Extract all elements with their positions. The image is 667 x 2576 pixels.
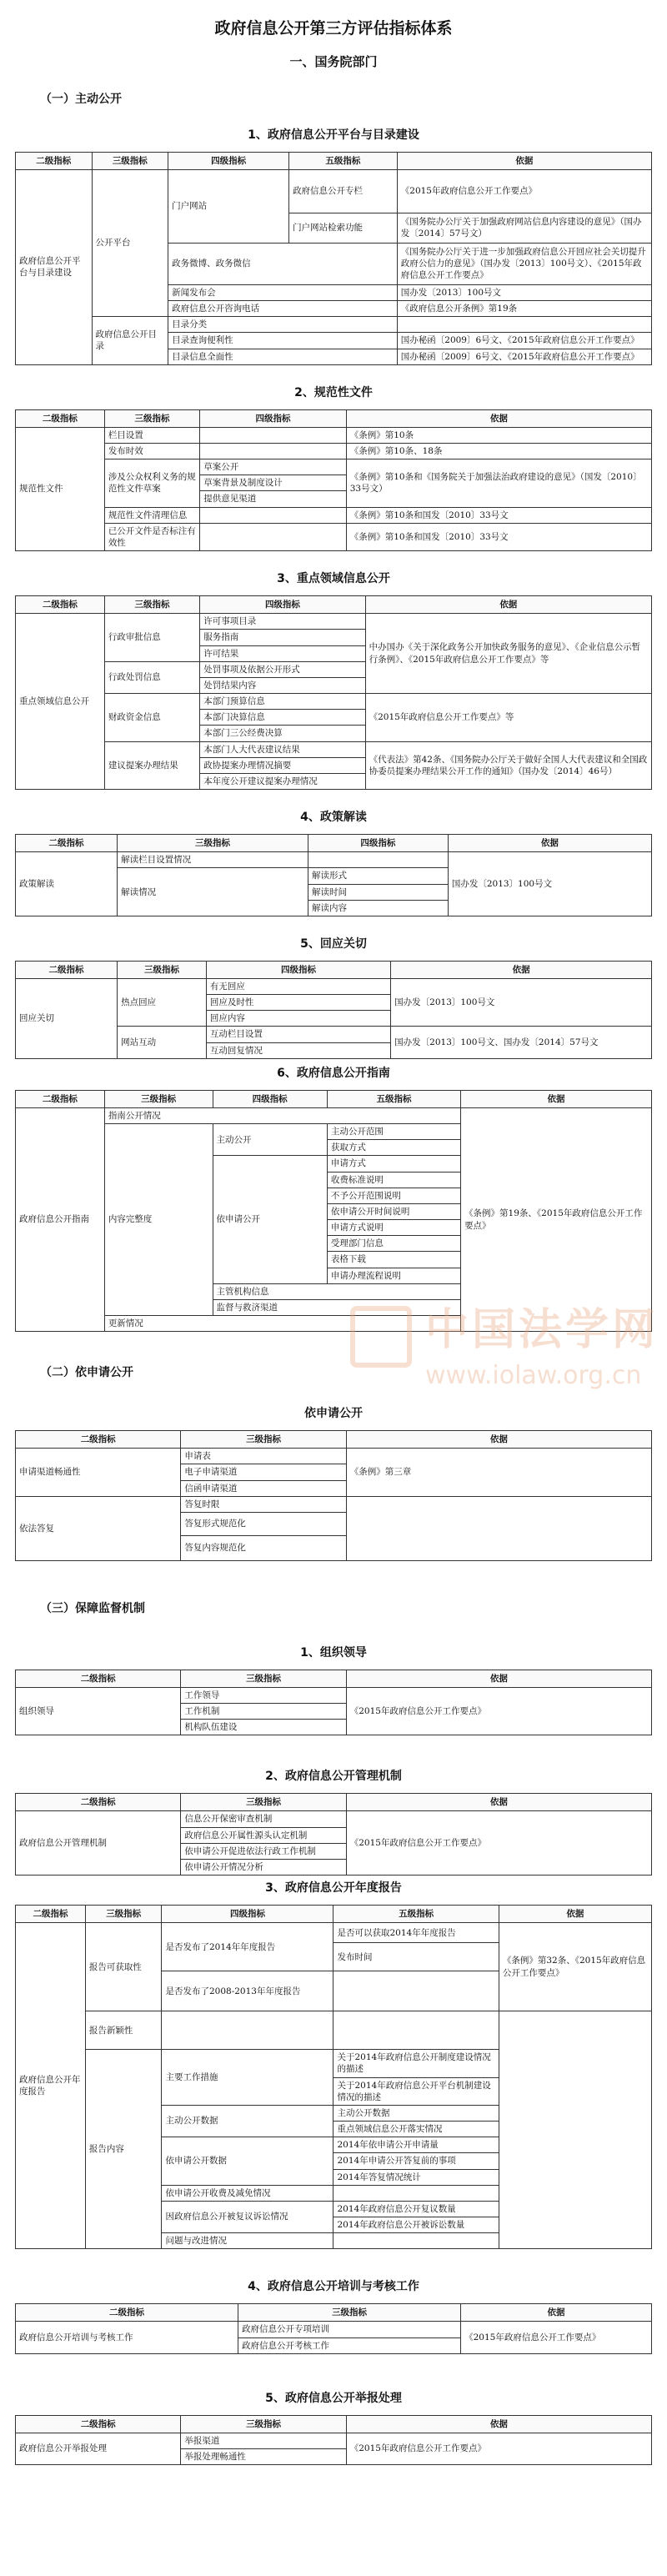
table-title: 6、政府信息公开指南 — [277, 1066, 390, 1080]
header-cell: 依据 — [346, 409, 651, 427]
table-cell: 问题与改进情况 — [162, 2233, 334, 2249]
table-cell — [346, 1496, 651, 1560]
table-cell: 内容完整度 — [104, 1124, 213, 1316]
table-cell — [200, 523, 346, 550]
table-normative-docs — [15, 409, 652, 552]
table-row — [16, 427, 652, 443]
table-cell: 已公开文件是否标注有效性 — [104, 523, 199, 550]
table-cell: 2014年申请公开答复前的事项 — [334, 2153, 499, 2169]
table-cell: 热点回应 — [118, 978, 207, 1027]
header-cell: 依据 — [346, 1431, 651, 1449]
header-cell: 三级指标 — [118, 961, 207, 978]
table-cell: 政协提案办理情况摘要 — [200, 757, 365, 773]
table-cell: 依申请公开 — [213, 1156, 327, 1283]
table-title: 3、政府信息公开年度报告 — [265, 1881, 402, 1896]
header-cell: 四级指标 — [200, 596, 365, 614]
table-cell: 解读内容 — [308, 900, 448, 916]
table-row — [16, 1107, 652, 1123]
header-cell: 依据 — [448, 834, 651, 851]
table-cell: 《政府信息公开条例》第19条 — [397, 301, 651, 317]
table-row — [16, 1496, 652, 1512]
header-cell: 三级指标 — [238, 2304, 461, 2322]
table-title: 2、政府信息公开管理机制 — [265, 1770, 402, 1784]
header-cell: 三级指标 — [92, 152, 168, 169]
table-policy-interpretation — [15, 834, 652, 916]
table-row — [16, 443, 652, 459]
table-cell: 主要工作措施 — [162, 2050, 334, 2106]
header-cell: 二级指标 — [16, 1090, 105, 1107]
table-cell: 主动公开数据 — [334, 2105, 499, 2121]
table-cell: 关于2014年政府信息公开制度建设情况的描述 — [334, 2050, 499, 2077]
table-cell: 服务指南 — [200, 630, 365, 645]
section-heading-on-request: （二）依申请公开 — [40, 1366, 133, 1380]
table-header-row — [16, 409, 652, 427]
watermark-text: 中国法学网 — [425, 1305, 659, 1355]
table-row — [16, 2433, 652, 2448]
table-cell: 回应内容 — [206, 1011, 390, 1027]
table-cell — [499, 2011, 651, 2249]
header-cell: 三级指标 — [104, 596, 199, 614]
table-cell: 不予公开范围说明 — [327, 1188, 460, 1203]
header-cell: 三级指标 — [181, 2415, 346, 2433]
table-cell: 政府信息公开考核工作 — [238, 2337, 461, 2353]
part-heading: 一、国务院部门 — [289, 53, 378, 69]
table-row — [16, 614, 652, 630]
table-row — [16, 978, 652, 994]
table-cell: 申请方式 — [327, 1156, 460, 1172]
table-cell: 政府信息公开年度报告 — [16, 1923, 86, 2249]
document-title: 政府信息公开第三方评估指标体系 — [214, 19, 453, 38]
header-cell: 依据 — [461, 2304, 652, 2322]
table-cell: 政府信息公开目录 — [92, 317, 168, 365]
table-cell: 国办发〔2013〕100号文 — [391, 978, 652, 1027]
table-cell: 目录查询便利性 — [168, 333, 398, 349]
table-cell: 信函申请渠道 — [181, 1480, 346, 1496]
table-cell: 2014年政府信息公开复议数量 — [334, 2201, 499, 2217]
table-cell: 《条例》第10条 — [346, 427, 651, 443]
table-row — [16, 741, 652, 757]
table-cell: 国办秘函〔2009〕6号文、《2015年政府信息公开工作要点》 — [397, 333, 651, 349]
table-cell: 《2015年政府信息公开工作要点》 — [346, 1811, 651, 1876]
table-cell: 《条例》第10条和《国务院关于加强法治政府建设的意见》（国发〔2010〕33号文） — [346, 459, 651, 508]
watermark-url: www.iolaw.org.cn — [425, 1361, 642, 1391]
table-cell: 表格下载 — [327, 1252, 460, 1268]
table-cell: 《条例》第10条、18条 — [346, 443, 651, 459]
table-cell: 提供意见渠道 — [200, 491, 346, 507]
header-cell: 二级指标 — [16, 596, 105, 614]
table-platform — [15, 152, 652, 365]
table-cell: 本年度公开建议提案办理情况 — [200, 773, 365, 789]
table-cell: 答复形式规范化 — [181, 1512, 346, 1535]
table-row — [16, 507, 652, 523]
table-row — [16, 169, 652, 213]
table-cell: 国办发〔2013〕100号文 — [397, 284, 651, 300]
header-cell: 五级指标 — [334, 1905, 499, 1922]
table-cell: 门户网站检索功能 — [289, 213, 398, 243]
table-annual-report — [15, 1905, 652, 2249]
table-cell: 目录分类 — [168, 317, 398, 333]
table-header-row — [16, 2304, 652, 2322]
table-cell: 依申请公开时间说明 — [327, 1203, 460, 1219]
table-cell: 是否发布了2008-2013年年度报告 — [162, 1971, 334, 2011]
table-responding-concerns — [15, 961, 652, 1059]
header-cell: 依据 — [461, 1090, 652, 1107]
table-row — [16, 317, 652, 333]
table-cell: 回应及时性 — [206, 995, 390, 1011]
table-cell: 国办秘函〔2009〕6号文、《2015年政府信息公开工作要点》 — [397, 349, 651, 364]
table-cell — [334, 2185, 499, 2201]
table-cell: 政府信息公开指南 — [16, 1107, 105, 1331]
table-cell: 申请渠道畅通性 — [16, 1449, 181, 1497]
table-cell: 申请方式说明 — [327, 1220, 460, 1236]
header-cell: 四级指标 — [206, 961, 390, 978]
table-cell: 《国务院办公厅关于进一步加强政府信息公开回应社会关切提升政府公信力的意见》（国办发〔2013〕100号文）、《2015年政府信息公开工作要点》 — [397, 243, 651, 284]
table-header-row — [16, 2415, 652, 2433]
table-header-row — [16, 961, 652, 978]
table-cell: 政府信息公开专项培训 — [238, 2322, 461, 2337]
table-title: 依申请公开 — [304, 1407, 363, 1421]
table-title: 5、政府信息公开举报处理 — [265, 2391, 402, 2405]
table-cell: 本部门三公经费决算 — [200, 726, 365, 741]
table-cell: 《2015年政府信息公开工作要点》等 — [365, 694, 651, 742]
table-cell: 涉及公众权利义务的规范性文件草案 — [104, 459, 199, 508]
table-header-row — [16, 834, 652, 851]
table-cell: 处罚结果内容 — [200, 677, 365, 693]
table-cell: 是否可以获取2014年年度报告 — [334, 1923, 499, 1943]
table-cell: 《条例》第三章 — [346, 1449, 651, 1497]
table-title: 5、回应关切 — [300, 936, 367, 951]
table-title: 4、政策解读 — [300, 811, 367, 825]
header-cell: 二级指标 — [16, 2304, 238, 2322]
table-cell: 公开平台 — [92, 169, 168, 316]
table-cell: 互动回复情况 — [206, 1042, 390, 1058]
table-header-row — [16, 152, 652, 169]
table-row — [16, 459, 652, 475]
table-cell: 工作机制 — [181, 1704, 346, 1720]
header-cell: 依据 — [397, 152, 651, 169]
table-cell: 规范性文件清理信息 — [104, 507, 199, 523]
header-cell: 二级指标 — [16, 1794, 181, 1811]
table-row — [16, 1687, 652, 1703]
table-cell: 《2015年政府信息公开工作要点》 — [346, 2433, 651, 2464]
table-cell: 电子申请渠道 — [181, 1464, 346, 1480]
table-cell: 解读时间 — [308, 884, 448, 900]
header-cell: 三级指标 — [85, 1905, 162, 1922]
table-cell: 草案公开 — [200, 459, 346, 475]
table-cell: 报告新颖性 — [85, 2011, 162, 2050]
table-cell: 《2015年政府信息公开工作要点》 — [346, 1687, 651, 1735]
table-cell: 《国务院办公厅关于加强政府网站信息内容建设的意见》（国办发〔2014〕57号文） — [397, 213, 651, 243]
table-key-areas — [15, 595, 652, 790]
table-cell: 申请办理流程说明 — [327, 1268, 460, 1283]
table-header-row — [16, 1670, 652, 1687]
table-cell: 更新情况 — [104, 1316, 460, 1332]
table-cell: 答复内容规范化 — [181, 1535, 346, 1560]
table-management-mechanism — [15, 1793, 652, 1876]
table-title: 1、政府信息公开平台与目录建设 — [248, 128, 419, 142]
table-cell: 申请表 — [181, 1449, 346, 1464]
table-cell: 主动公开 — [213, 1124, 327, 1156]
table-cell: 报告可获取性 — [85, 1923, 162, 2011]
table-training — [15, 2303, 652, 2354]
table-cell: 受理部门信息 — [327, 1236, 460, 1252]
header-cell: 三级指标 — [181, 1431, 346, 1449]
table-cell: 许可事项目录 — [200, 614, 365, 630]
table-row — [16, 523, 652, 550]
table-cell: 举报处理畅通性 — [181, 2449, 346, 2465]
table-cell: 有无回应 — [206, 978, 390, 994]
table-row — [16, 852, 652, 868]
table-row — [16, 694, 652, 710]
table-cell: 因政府信息公开被复议诉讼情况 — [162, 2201, 334, 2232]
table-row — [16, 2322, 652, 2337]
header-cell: 三级指标 — [104, 409, 199, 427]
table-cell: 互动栏目设置 — [206, 1027, 390, 1042]
table-row — [16, 1923, 652, 1943]
table-cell — [334, 2233, 499, 2249]
header-cell: 二级指标 — [16, 1670, 181, 1687]
header-cell: 三级指标 — [181, 1670, 346, 1687]
header-cell: 四级指标 — [213, 1090, 327, 1107]
table-cell: 组织领导 — [16, 1687, 181, 1735]
header-cell: 依据 — [346, 1670, 651, 1687]
table-cell: 本部门预算信息 — [200, 694, 365, 710]
table-cell: 行政处罚信息 — [104, 661, 199, 693]
table-cell: 监督与救济渠道 — [213, 1299, 461, 1315]
table-cell: 处罚事项及依据公开形式 — [200, 661, 365, 677]
header-cell: 二级指标 — [16, 152, 93, 169]
table-title: 3、重点领域信息公开 — [277, 572, 390, 586]
table-cell: 发布时效 — [104, 443, 199, 459]
table-cell: 政府信息公开专栏 — [289, 169, 398, 213]
table-cell: 新闻发布会 — [168, 284, 398, 300]
table-cell: 解读情况 — [118, 868, 308, 916]
header-cell: 依据 — [346, 2415, 651, 2433]
table-cell — [397, 317, 651, 333]
table-header-row — [16, 1431, 652, 1449]
table-cell: 《2015年政府信息公开工作要点》 — [461, 2322, 652, 2353]
table-cell: 是否发布了2014年年度报告 — [162, 1923, 334, 1971]
header-cell: 三级指标 — [104, 1090, 213, 1107]
table-cell: 建议提案办理结果 — [104, 741, 199, 790]
header-cell: 二级指标 — [16, 834, 118, 851]
header-cell: 二级指标 — [16, 1905, 86, 1922]
table-cell: 重点领域信息公开落实情况 — [334, 2122, 499, 2137]
table-complaints — [15, 2415, 652, 2466]
table-header-row — [16, 1794, 652, 1811]
table-leadership — [15, 1670, 652, 1736]
table-cell: 答复时限 — [181, 1496, 346, 1512]
table-cell: 机构队伍建设 — [181, 1720, 346, 1735]
table-cell: 依法答复 — [16, 1496, 181, 1560]
table-cell: 政务微博、政务微信 — [168, 243, 398, 284]
table-row — [16, 1811, 652, 1827]
table-cell: 《条例》第19条、《2015年政府信息公开工作要点》 — [461, 1107, 652, 1331]
table-cell: 获取方式 — [327, 1140, 460, 1156]
table-header-row — [16, 596, 652, 614]
table-cell: 主动公开范围 — [327, 1124, 460, 1140]
table-cell: 关于2014年政府信息公开平台机制建设情况的描述 — [334, 2077, 499, 2105]
header-cell: 三级指标 — [118, 834, 308, 851]
table-cell: 信息公开保密审查机制 — [181, 1811, 346, 1827]
table-cell: 《2015年政府信息公开工作要点》 — [397, 169, 651, 213]
header-cell: 依据 — [346, 1794, 651, 1811]
table-cell: 政府信息公开咨询电话 — [168, 301, 398, 317]
table-title: 2、规范性文件 — [294, 385, 373, 399]
table-cell: 规范性文件 — [16, 427, 105, 550]
header-cell: 依据 — [365, 596, 651, 614]
header-cell: 二级指标 — [16, 2415, 181, 2433]
header-cell: 四级指标 — [200, 409, 346, 427]
header-cell: 五级指标 — [327, 1090, 460, 1107]
table-cell — [334, 2011, 499, 2050]
table-cell: 政府信息公开管理机制 — [16, 1811, 181, 1876]
table-cell: 2014年答复情况统计 — [334, 2169, 499, 2185]
table-cell: 重点领域信息公开 — [16, 614, 105, 790]
table-cell: 解读形式 — [308, 868, 448, 884]
header-cell: 三级指标 — [181, 1794, 346, 1811]
table-cell — [200, 507, 346, 523]
table-cell — [308, 852, 448, 868]
table-cell — [200, 443, 346, 459]
table-cell — [200, 427, 346, 443]
table-cell — [334, 1971, 499, 2011]
table-cell: 报告内容 — [85, 2050, 162, 2249]
header-cell: 依据 — [499, 1905, 651, 1922]
table-title: 1、组织领导 — [300, 1645, 367, 1660]
table-header-row — [16, 1090, 652, 1107]
table-cell: 收费标准说明 — [327, 1172, 460, 1188]
table-cell: 政府信息公开平台与目录建设 — [16, 169, 93, 364]
table-cell: 依申请公开情况分析 — [181, 1859, 346, 1875]
table-cell: 指南公开情况 — [104, 1107, 460, 1123]
table-disclosure-guide — [15, 1090, 652, 1333]
table-on-request — [15, 1430, 652, 1561]
header-cell: 二级指标 — [16, 1431, 181, 1449]
table-cell — [162, 2011, 334, 2050]
header-cell: 四级指标 — [308, 834, 448, 851]
header-cell: 四级指标 — [168, 152, 289, 169]
table-cell: 主动公开数据 — [162, 2105, 334, 2137]
header-cell: 四级指标 — [162, 1905, 334, 1922]
table-cell: 政策解读 — [16, 852, 118, 916]
section-heading-oversight: （三）保障监督机制 — [40, 1601, 145, 1615]
table-cell: 《条例》第32条、《2015年政府信息公开工作要点》 — [499, 1923, 651, 2011]
table-cell: 依申请公开收费及减免情况 — [162, 2185, 334, 2201]
table-cell: 依申请公开数据 — [162, 2137, 334, 2186]
section-heading-active-disclosure: （一）主动公开 — [40, 92, 122, 106]
table-cell: 国办发〔2013〕100号文、国办发〔2014〕57号文 — [391, 1027, 652, 1058]
table-cell: 《条例》第10条和国发〔2010〕33号文 — [346, 523, 651, 550]
table-row — [16, 1449, 652, 1464]
table-cell: 中办国办《关于深化政务公开加快政务服务的意见》、《企业信息公示暂行条例》、《2015年政府信息公开工作要点》等 — [365, 614, 651, 694]
table-cell: 目录信息全面性 — [168, 349, 398, 364]
table-cell: 本部门决算信息 — [200, 710, 365, 726]
table-title: 4、政府信息公开培训与考核工作 — [248, 2280, 419, 2294]
table-cell: 回应关切 — [16, 978, 118, 1058]
table-cell: 《代表法》第42条、《国务院办公厅关于做好全国人大代表建议和全国政协委员提案办理结果公开工作的通知》（国办发〔2014〕46号） — [365, 741, 651, 790]
table-cell: 许可结果 — [200, 645, 365, 661]
table-cell: 2014年依申请公开申请量 — [334, 2137, 499, 2153]
table-cell: 《条例》第10条和国发〔2010〕33号文 — [346, 507, 651, 523]
table-cell: 2014年政府信息公开被诉讼数量 — [334, 2217, 499, 2233]
table-row — [16, 2011, 652, 2050]
table-cell: 本部门人大代表建议结果 — [200, 741, 365, 757]
table-cell: 栏目设置 — [104, 427, 199, 443]
table-cell: 举报渠道 — [181, 2433, 346, 2448]
table-cell: 解读栏目设置情况 — [118, 852, 308, 868]
table-cell: 草案背景及制度设计 — [200, 475, 346, 491]
table-cell: 主管机构信息 — [213, 1283, 461, 1299]
table-cell: 政府信息公开属性源头认定机制 — [181, 1827, 346, 1843]
header-cell: 五级指标 — [289, 152, 398, 169]
header-cell: 二级指标 — [16, 961, 118, 978]
header-cell: 二级指标 — [16, 409, 105, 427]
table-cell: 行政审批信息 — [104, 614, 199, 662]
table-cell: 工作领导 — [181, 1687, 346, 1703]
table-cell: 门户网站 — [168, 169, 289, 243]
table-cell: 政府信息公开培训与考核工作 — [16, 2322, 238, 2353]
table-cell: 依申请公开促进依法行政工作机制 — [181, 1843, 346, 1859]
table-cell: 财政资金信息 — [104, 694, 199, 742]
table-cell: 国办发〔2013〕100号文 — [448, 852, 651, 916]
table-header-row — [16, 1905, 652, 1922]
table-cell: 网站互动 — [118, 1027, 207, 1058]
header-cell: 依据 — [391, 961, 652, 978]
table-cell: 政府信息公开举报处理 — [16, 2433, 181, 2464]
table-cell: 发布时间 — [334, 1943, 499, 1971]
